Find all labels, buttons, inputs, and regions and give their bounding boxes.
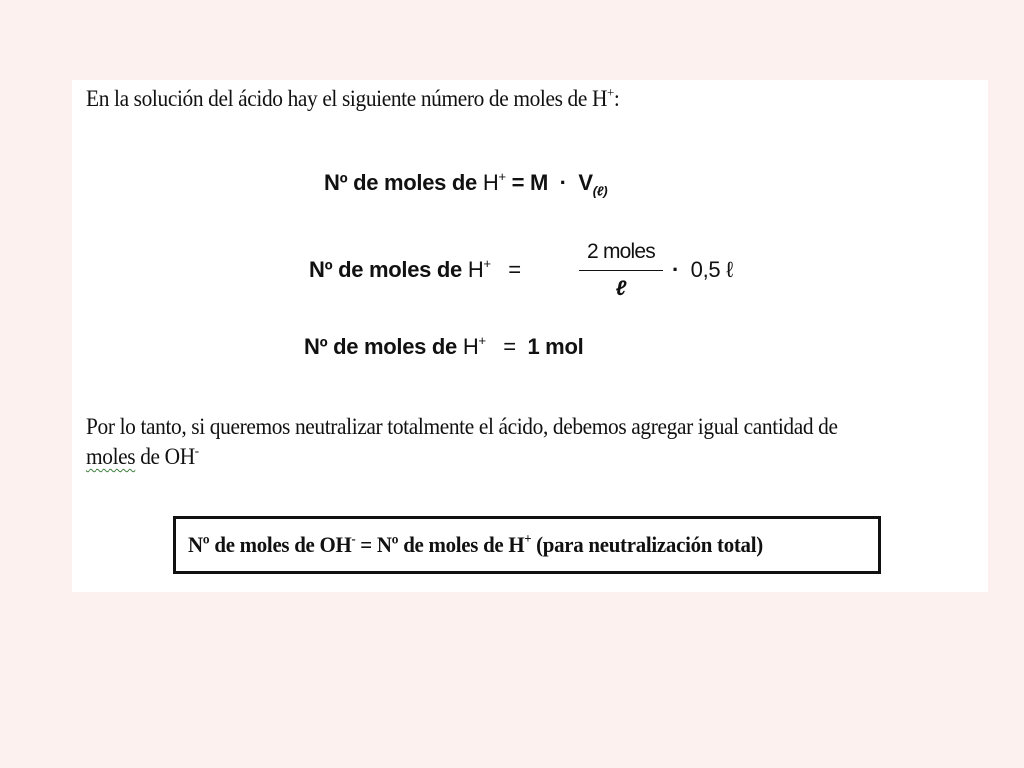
eq1-dot: · [559, 170, 567, 195]
intro-sentence: En la solución del ácido hay el siguiente número de moles de H [86, 86, 608, 111]
equation-substitution-rhs [672, 257, 733, 283]
fraction-numerator: 2 moles [579, 240, 663, 271]
equation-substitution-lhs [309, 257, 521, 283]
neutralization-statement [188, 532, 763, 558]
intro-text [86, 86, 904, 112]
eq2-equals: = [508, 257, 521, 282]
fraction-denominator: ℓ [615, 277, 627, 300]
box-part1: Nº de moles de OH [188, 532, 352, 557]
slide-panel [72, 80, 988, 592]
concentration-fraction [579, 240, 663, 301]
eq1-molarity: M [530, 170, 549, 195]
box-sup1: - [351, 531, 356, 547]
intro-colon: : [613, 86, 620, 111]
eq1-lhs: Nº de moles de [324, 170, 477, 195]
eq3-equals: = [503, 334, 516, 359]
eq2-species: H [467, 257, 484, 282]
conclusion-paragraph [86, 412, 979, 472]
eq2-dot: · [672, 257, 680, 282]
eq3-result: 1 mol [527, 334, 584, 359]
paragraph-rest: de OH [140, 444, 195, 469]
eq3-species: H [462, 334, 479, 359]
eq3-lhs: Nº de moles de [304, 334, 457, 359]
eq2-volume: 0,5 ℓ [690, 257, 733, 282]
intro-superscript: + [607, 84, 614, 100]
spellcheck-word: moles [86, 444, 136, 469]
eq2-charge: + [483, 256, 491, 272]
eq1-volume: V [578, 170, 593, 195]
box-part2: = Nº de moles de H [360, 532, 525, 557]
eq1-volume-unit: (ℓ) [592, 183, 608, 199]
eq2-lhs: Nº de moles de [309, 257, 462, 282]
equation-result [304, 334, 583, 360]
neutralization-box [173, 516, 881, 574]
equation-moles-formula [324, 169, 608, 199]
box-sup2: + [524, 531, 532, 547]
paragraph-superscript: - [194, 442, 199, 458]
eq3-charge: + [478, 333, 486, 349]
eq1-charge: + [498, 169, 506, 185]
box-part3: (para neutralización total) [536, 532, 763, 557]
eq1-equals: = [511, 170, 525, 195]
paragraph-line: Por lo tanto, si queremos neutralizar totalmente el ácido, debemos agregar igual cantidad de [86, 414, 838, 439]
eq1-species: H [482, 170, 499, 195]
